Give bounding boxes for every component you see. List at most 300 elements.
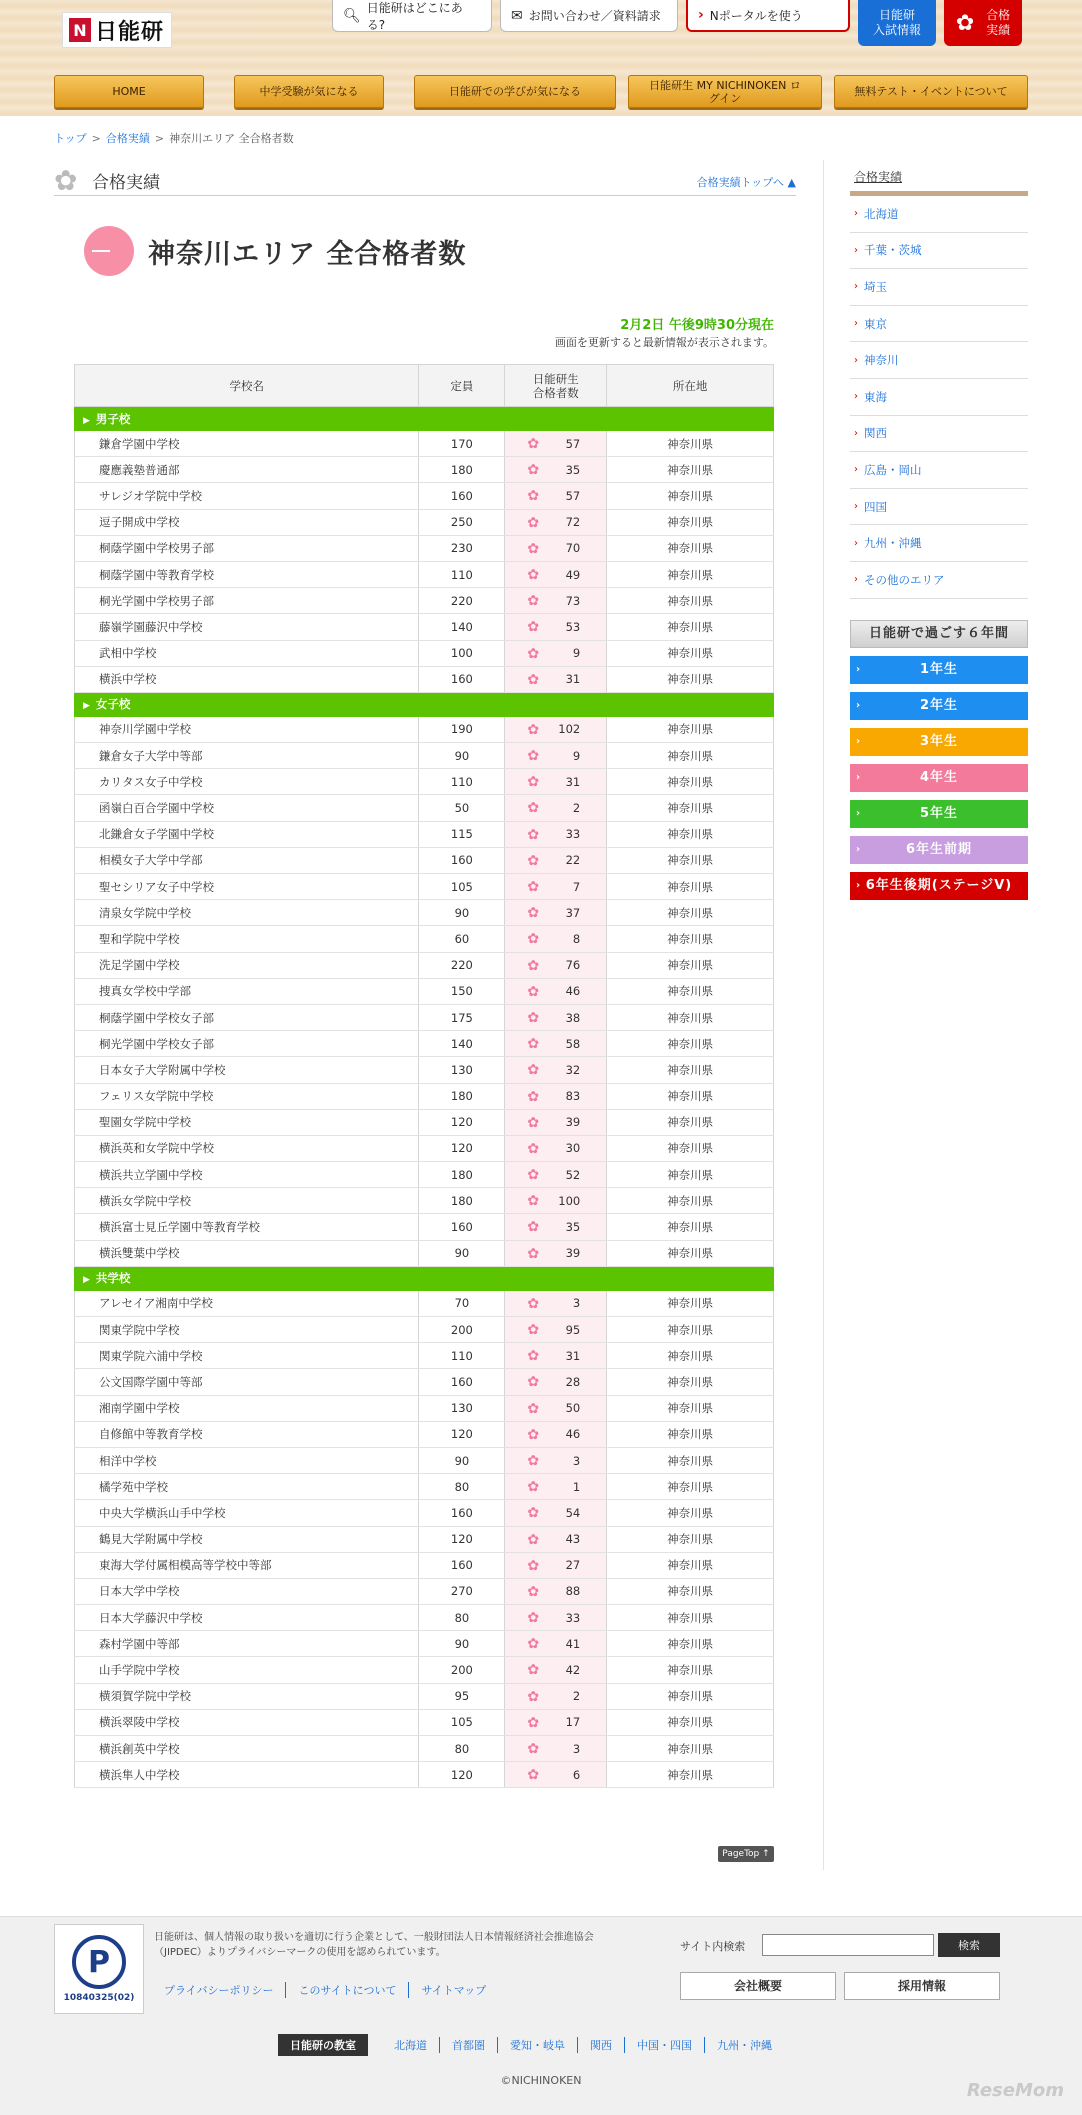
capacity: 160 — [419, 483, 505, 509]
sakura-icon: ✿ — [527, 1322, 540, 1338]
sakura-icon: ✿ — [527, 436, 540, 452]
passer-count-cell — [505, 1395, 607, 1421]
passer-count-cell — [505, 821, 607, 847]
sakura-icon: ✿ — [527, 645, 540, 662]
capacity: 160 — [419, 1552, 505, 1578]
grade-label: 2年生 — [919, 698, 959, 713]
passer-count-cell — [505, 509, 607, 535]
about-site-link[interactable]: このサイトについて — [285, 1982, 408, 1998]
passer-count: 35 — [565, 1220, 581, 1235]
sidebar-region-item[interactable] — [850, 233, 1028, 270]
site-logo[interactable] — [62, 12, 172, 48]
footer-links — [164, 1982, 498, 1998]
sakura-icon: ✿ — [527, 957, 540, 974]
school-name: 聖和学院中学校 — [75, 926, 419, 952]
chevron-right-icon: › — [854, 501, 858, 513]
passer-count: 39 — [565, 1246, 581, 1261]
table-row — [75, 821, 774, 847]
grade-label: 5年生 — [919, 806, 959, 821]
passer-count-cell — [505, 1552, 607, 1578]
school-name: 清泉女学院中学校 — [75, 900, 419, 926]
passer-count-cell — [505, 1631, 607, 1657]
capacity: 140 — [419, 614, 505, 640]
passer-count-cell — [505, 1605, 607, 1631]
sakura-icon: ✿ — [527, 1479, 540, 1496]
capacity: 270 — [419, 1578, 505, 1604]
table-row — [75, 1214, 774, 1240]
category-row — [75, 407, 774, 431]
school-name: 鎌倉女子大学中等部 — [75, 743, 419, 769]
sakura-icon: ✿ — [527, 1636, 540, 1653]
search-icon: 🔍︎ — [343, 7, 361, 24]
sakura-icon: ✿ — [527, 1426, 540, 1443]
chevron-right-icon: › — [856, 808, 862, 819]
company-button[interactable]: 会社概要 — [680, 1972, 836, 2000]
privacy-policy-link[interactable]: プライバシーポリシー — [164, 1984, 274, 1997]
sidebar-region-item[interactable] — [850, 269, 1028, 306]
school-name: 山手学院中学校 — [75, 1657, 419, 1683]
sakura-icon: ✿ — [527, 1741, 540, 1757]
nav-juken[interactable]: 中学受験が気になる — [234, 75, 384, 108]
sidebar-region-label: 広島・岡山 — [864, 462, 922, 477]
nav-my-nichinoken[interactable]: 日能研生 MY NICHINOKEN ログイン — [628, 75, 822, 108]
sakura-icon: ✿ — [527, 1245, 540, 1262]
table-row — [75, 1578, 774, 1604]
passer-count-cell — [505, 1578, 607, 1604]
passer-count: 57 — [565, 488, 581, 503]
passer-count: 52 — [565, 1167, 581, 1182]
classroom-region-kyushu-okinawa[interactable]: 九州・沖縄 — [704, 2037, 784, 2053]
sidebar-region-item[interactable] — [850, 196, 1028, 233]
exam-info-line2: 入試情報 — [872, 23, 921, 37]
capacity: 130 — [419, 1395, 505, 1421]
where-is-nichinoken-link[interactable] — [332, 0, 492, 32]
passer-count: 7 — [572, 879, 581, 894]
grade-button[interactable] — [850, 872, 1028, 900]
passer-count-cell — [505, 1500, 607, 1526]
table-row — [75, 926, 774, 952]
passer-count: 22 — [565, 853, 581, 868]
table-header-row — [75, 365, 774, 407]
sakura-icon: ✿ — [527, 1219, 540, 1236]
passer-count: 73 — [565, 593, 581, 608]
school-name: 相洋中学校 — [75, 1447, 419, 1473]
grade-button[interactable] — [850, 692, 1028, 720]
location: 神奈川県 — [607, 900, 774, 926]
school-name: 函嶺白百合学園中学校 — [75, 795, 419, 821]
grade-button[interactable] — [850, 656, 1028, 684]
school-name: アレセイア湘南中学校 — [75, 1290, 419, 1316]
location: 神奈川県 — [607, 457, 774, 483]
table-row — [75, 1683, 774, 1709]
sakura-icon: ✿ — [527, 593, 540, 610]
results-button[interactable] — [944, 0, 1022, 46]
passer-count: 9 — [572, 646, 581, 661]
site-search-input[interactable] — [762, 1934, 934, 1956]
classroom-region-links — [278, 2034, 784, 2056]
breadcrumb-top[interactable]: トップ — [54, 132, 87, 145]
section-header — [54, 164, 796, 196]
site-header — [0, 0, 1082, 116]
passer-count: 53 — [565, 619, 581, 634]
classroom-region-kansai[interactable]: 関西 — [577, 2037, 624, 2053]
table-row — [75, 1369, 774, 1395]
location: 神奈川県 — [607, 483, 774, 509]
location: 神奈川県 — [607, 1657, 774, 1683]
location: 神奈川県 — [607, 1421, 774, 1447]
capacity: 95 — [419, 1683, 505, 1709]
school-name: 湘南学園中学校 — [75, 1395, 419, 1421]
passer-count: 8 — [572, 931, 581, 946]
passer-count-cell — [505, 874, 607, 900]
passer-count: 72 — [565, 515, 581, 530]
passer-count: 31 — [565, 1348, 581, 1363]
results-top-link[interactable]: 合格実績トップへ ▲ — [696, 176, 796, 189]
school-name: 森村学園中等部 — [75, 1631, 419, 1657]
school-name: 桐蔭学園中等教育学校 — [75, 561, 419, 587]
passer-count: 2 — [572, 1689, 581, 1704]
capacity: 140 — [419, 1031, 505, 1057]
location: 神奈川県 — [607, 1290, 774, 1316]
school-name: 武相中学校 — [75, 640, 419, 666]
sidebar-region-item[interactable] — [850, 416, 1028, 453]
grade-label: 3年生 — [919, 734, 959, 749]
site-search-label: サイト内検索 — [680, 1940, 746, 1953]
location: 神奈川県 — [607, 1004, 774, 1030]
passer-count: 6 — [572, 1767, 581, 1782]
passer-count: 27 — [565, 1558, 581, 1573]
capacity: 220 — [419, 952, 505, 978]
capacity: 160 — [419, 847, 505, 873]
passer-count: 76 — [565, 958, 581, 973]
table-row — [75, 1736, 774, 1762]
recruit-button[interactable]: 採用情報 — [844, 1972, 1000, 2000]
grade-label: 6年生前期 — [905, 842, 973, 857]
category-label: 女子校 — [95, 697, 131, 712]
table-row — [75, 1290, 774, 1316]
table-row — [75, 483, 774, 509]
school-name: 関東学院中学校 — [75, 1317, 419, 1343]
passer-count: 58 — [565, 1036, 581, 1051]
location: 神奈川県 — [607, 1709, 774, 1735]
passer-count: 100 — [558, 1193, 581, 1208]
sidebar-region-label: 関西 — [864, 426, 887, 441]
classroom-region-aichi-gifu[interactable]: 愛知・岐阜 — [497, 2037, 577, 2053]
location: 神奈川県 — [607, 716, 774, 742]
header-location: 所在地 — [607, 365, 774, 407]
sakura-icon: ✿ — [527, 721, 540, 738]
column-divider — [823, 160, 824, 1870]
sidebar-region-label: その他のエリア — [864, 572, 945, 587]
table-row — [75, 1447, 774, 1473]
passer-count-cell — [505, 1290, 607, 1316]
capacity: 60 — [419, 926, 505, 952]
arrow-circle-icon — [84, 226, 134, 276]
sakura-icon: ✿ — [527, 1036, 540, 1053]
capacity: 160 — [419, 1214, 505, 1240]
passer-count-cell — [505, 1709, 607, 1735]
sakura-icon: ✿ — [527, 619, 540, 636]
table-row — [75, 588, 774, 614]
passer-count: 70 — [565, 541, 581, 556]
passer-count: 33 — [565, 1610, 581, 1625]
results-top-label: 合格実績トップへ — [696, 176, 785, 189]
passer-count-cell — [505, 1421, 607, 1447]
passer-count: 9 — [572, 748, 581, 763]
chevron-right-icon: › — [856, 700, 862, 711]
copyright: ©NICHINOKEN — [500, 2074, 582, 2087]
passer-count-cell — [505, 1240, 607, 1266]
chevron-right-icon: ▶ — [83, 1275, 90, 1286]
table-row — [75, 769, 774, 795]
capacity: 230 — [419, 535, 505, 561]
results-line1: 合格 — [986, 8, 1011, 22]
passer-count-cell — [505, 1317, 607, 1343]
location: 神奈川県 — [607, 795, 774, 821]
chevron-right-icon: › — [854, 391, 858, 403]
capacity: 120 — [419, 1762, 505, 1788]
sakura-icon: ✿ — [527, 1531, 540, 1548]
school-name: 日本大学中学校 — [75, 1578, 419, 1604]
sakura-icon: ✿ — [527, 905, 540, 922]
location: 神奈川県 — [607, 1162, 774, 1188]
sidebar-region-item[interactable] — [850, 452, 1028, 489]
school-name: 桐光学園中学校男子部 — [75, 588, 419, 614]
school-name: 橘学苑中学校 — [75, 1474, 419, 1500]
passer-count-cell — [505, 561, 607, 587]
school-name: 神奈川学園中学校 — [75, 716, 419, 742]
grade-label: 4年生 — [919, 770, 959, 785]
grade-label: 6年生後期(ステージV) — [865, 878, 1013, 893]
capacity: 90 — [419, 1240, 505, 1266]
sakura-icon: ✿ — [527, 1557, 540, 1574]
page-title: 神奈川エリア 全合格者数 — [148, 238, 467, 270]
category-cell — [75, 692, 774, 716]
page-title-block — [84, 226, 466, 276]
passer-count-cell — [505, 743, 607, 769]
capacity: 130 — [419, 1057, 505, 1083]
table-row — [75, 640, 774, 666]
capacity: 110 — [419, 1343, 505, 1369]
passer-count: 46 — [565, 984, 581, 999]
passer-count: 31 — [565, 774, 581, 789]
location: 神奈川県 — [607, 535, 774, 561]
sakura-icon: ✿ — [527, 931, 540, 948]
passer-count: 54 — [565, 1505, 581, 1520]
privacy-mark[interactable] — [54, 1924, 144, 2014]
exam-info-button[interactable] — [858, 0, 936, 46]
n-portal-link[interactable] — [686, 0, 850, 32]
chevron-right-icon: › — [854, 281, 858, 293]
capacity: 90 — [419, 743, 505, 769]
sidebar-region-item[interactable] — [850, 489, 1028, 526]
sidebar-region-label: 四国 — [864, 499, 887, 514]
passer-count-cell — [505, 1031, 607, 1057]
sakura-icon: ✿ — [527, 1610, 540, 1627]
location: 神奈川県 — [607, 614, 774, 640]
passer-count-cell — [505, 1214, 607, 1240]
sidebar-region-list — [850, 196, 1028, 599]
location: 神奈川県 — [607, 1057, 774, 1083]
table-row — [75, 874, 774, 900]
table-row — [75, 1395, 774, 1421]
table-row — [75, 1135, 774, 1161]
location: 神奈川県 — [607, 1683, 774, 1709]
location: 神奈川県 — [607, 1552, 774, 1578]
passer-count: 43 — [565, 1532, 581, 1547]
sidebar-region-item[interactable] — [850, 562, 1028, 599]
sidebar-region-label: 東京 — [864, 316, 887, 331]
privacy-mark-icon: P — [72, 1935, 126, 1989]
passer-count: 3 — [572, 1741, 581, 1756]
header-school: 学校名 — [75, 365, 419, 407]
school-name: 横浜英和女学院中学校 — [75, 1135, 419, 1161]
location: 神奈川県 — [607, 431, 774, 457]
contact-link[interactable] — [500, 0, 678, 32]
passer-count: 46 — [565, 1427, 581, 1442]
site-search-button[interactable]: 検索 — [938, 1933, 1000, 1957]
results-table — [74, 364, 774, 1788]
sitemap-link[interactable]: サイトマップ — [408, 1982, 498, 1998]
capacity: 120 — [419, 1109, 505, 1135]
location: 神奈川県 — [607, 952, 774, 978]
school-name: 横浜隼人中学校 — [75, 1762, 419, 1788]
capacity: 105 — [419, 874, 505, 900]
passer-count: 83 — [565, 1089, 581, 1104]
location: 神奈川県 — [607, 1031, 774, 1057]
table-row — [75, 1421, 774, 1447]
sakura-icon: ✿ — [527, 826, 540, 843]
chevron-right-icon: › — [854, 464, 858, 476]
location: 神奈川県 — [607, 640, 774, 666]
passer-count-cell — [505, 1343, 607, 1369]
sakura-icon: ✿ — [527, 1140, 540, 1157]
sakura-icon: ✿ — [527, 1348, 540, 1365]
school-name: 日本女子大学附属中学校 — [75, 1057, 419, 1083]
capacity: 160 — [419, 1500, 505, 1526]
table-row — [75, 535, 774, 561]
passer-count: 1 — [572, 1479, 581, 1494]
passer-count: 31 — [565, 672, 581, 687]
passer-count-cell — [505, 1188, 607, 1214]
school-name: 横浜翠陵中学校 — [75, 1709, 419, 1735]
capacity: 90 — [419, 900, 505, 926]
page-top-button[interactable]: PageTop ↑ — [718, 1846, 774, 1862]
location: 神奈川県 — [607, 1188, 774, 1214]
watermark-logo: ReseMom — [966, 2080, 1064, 2101]
sidebar-region-item[interactable] — [850, 379, 1028, 416]
category-row — [75, 692, 774, 716]
capacity: 175 — [419, 1004, 505, 1030]
passer-count-cell — [505, 1447, 607, 1473]
passer-count-cell — [505, 483, 607, 509]
capacity: 80 — [419, 1736, 505, 1762]
nav-manabi[interactable]: 日能研での学びが気になる — [414, 75, 616, 108]
sakura-icon: ✿ — [527, 462, 540, 479]
table-row — [75, 1083, 774, 1109]
six-years-heading: 日能研で過ごす６年間 — [850, 620, 1028, 648]
location: 神奈川県 — [607, 1631, 774, 1657]
nav-home[interactable]: HOME — [54, 75, 204, 108]
passer-count-cell — [505, 1736, 607, 1762]
capacity: 190 — [419, 716, 505, 742]
school-name: 横浜中学校 — [75, 666, 419, 692]
grade-button[interactable] — [850, 800, 1028, 828]
table-row — [75, 666, 774, 692]
sakura-icon: ✿ — [527, 1374, 540, 1391]
passer-count: 95 — [565, 1322, 581, 1337]
location: 神奈川県 — [607, 1762, 774, 1788]
sidebar-region-item[interactable] — [850, 525, 1028, 562]
passer-count: 41 — [565, 1636, 581, 1651]
passer-count-cell — [505, 900, 607, 926]
capacity: 80 — [419, 1605, 505, 1631]
passer-count: 49 — [565, 567, 581, 582]
table-row — [75, 1240, 774, 1266]
breadcrumb-results[interactable]: 合格実績 — [105, 132, 150, 145]
passer-count-cell — [505, 535, 607, 561]
sakura-icon: ✿ — [527, 671, 540, 688]
school-name: 日本大学藤沢中学校 — [75, 1605, 419, 1631]
location: 神奈川県 — [607, 1736, 774, 1762]
capacity: 115 — [419, 821, 505, 847]
capacity: 80 — [419, 1474, 505, 1500]
capacity: 100 — [419, 640, 505, 666]
passer-count-cell — [505, 1109, 607, 1135]
passer-count-cell — [505, 457, 607, 483]
sidebar-region-label: 北海道 — [864, 206, 899, 221]
passer-count: 28 — [565, 1374, 581, 1389]
grade-button[interactable] — [850, 836, 1028, 864]
contact-label: お問い合わせ／資料請求 — [528, 9, 661, 23]
classroom-region-hokkaido[interactable]: 北海道 — [394, 2039, 427, 2052]
school-name: 公文国際学園中等部 — [75, 1369, 419, 1395]
grade-button[interactable] — [850, 728, 1028, 756]
school-name: 関東学院六浦中学校 — [75, 1343, 419, 1369]
sidebar-region-item[interactable] — [850, 342, 1028, 379]
classroom-region-shutoken[interactable]: 首都圏 — [439, 2037, 497, 2053]
capacity: 200 — [419, 1317, 505, 1343]
chevron-right-icon: › — [856, 880, 862, 891]
location: 神奈川県 — [607, 1343, 774, 1369]
sidebar-region-label: 九州・沖縄 — [864, 536, 922, 551]
table-row — [75, 1500, 774, 1526]
passer-count: 3 — [572, 1453, 581, 1468]
table-row — [75, 457, 774, 483]
nav-free-test[interactable]: 無料テスト・イベントについて — [834, 75, 1028, 108]
capacity: 220 — [419, 588, 505, 614]
classroom-region-chugoku-shikoku[interactable]: 中国・四国 — [624, 2037, 704, 2053]
refresh-notice: 画面を更新すると最新情報が表示されます。 — [554, 336, 774, 349]
table-row — [75, 795, 774, 821]
location: 神奈川県 — [607, 1317, 774, 1343]
sakura-icon: ✿ — [527, 1662, 540, 1679]
sidebar-region-item[interactable] — [850, 306, 1028, 343]
sidebar-heading[interactable]: 合格実績 — [850, 166, 1028, 196]
passer-count-cell — [505, 666, 607, 692]
location: 神奈川県 — [607, 561, 774, 587]
passer-count: 17 — [565, 1715, 581, 1730]
passer-count: 30 — [565, 1141, 581, 1156]
passer-count-cell — [505, 1369, 607, 1395]
sidebar-region-label: 東海 — [864, 389, 887, 404]
location: 神奈川県 — [607, 821, 774, 847]
passer-count-cell — [505, 978, 607, 1004]
passer-count-cell — [505, 431, 607, 457]
table-row — [75, 1605, 774, 1631]
grade-button[interactable] — [850, 764, 1028, 792]
category-cell — [75, 407, 774, 431]
